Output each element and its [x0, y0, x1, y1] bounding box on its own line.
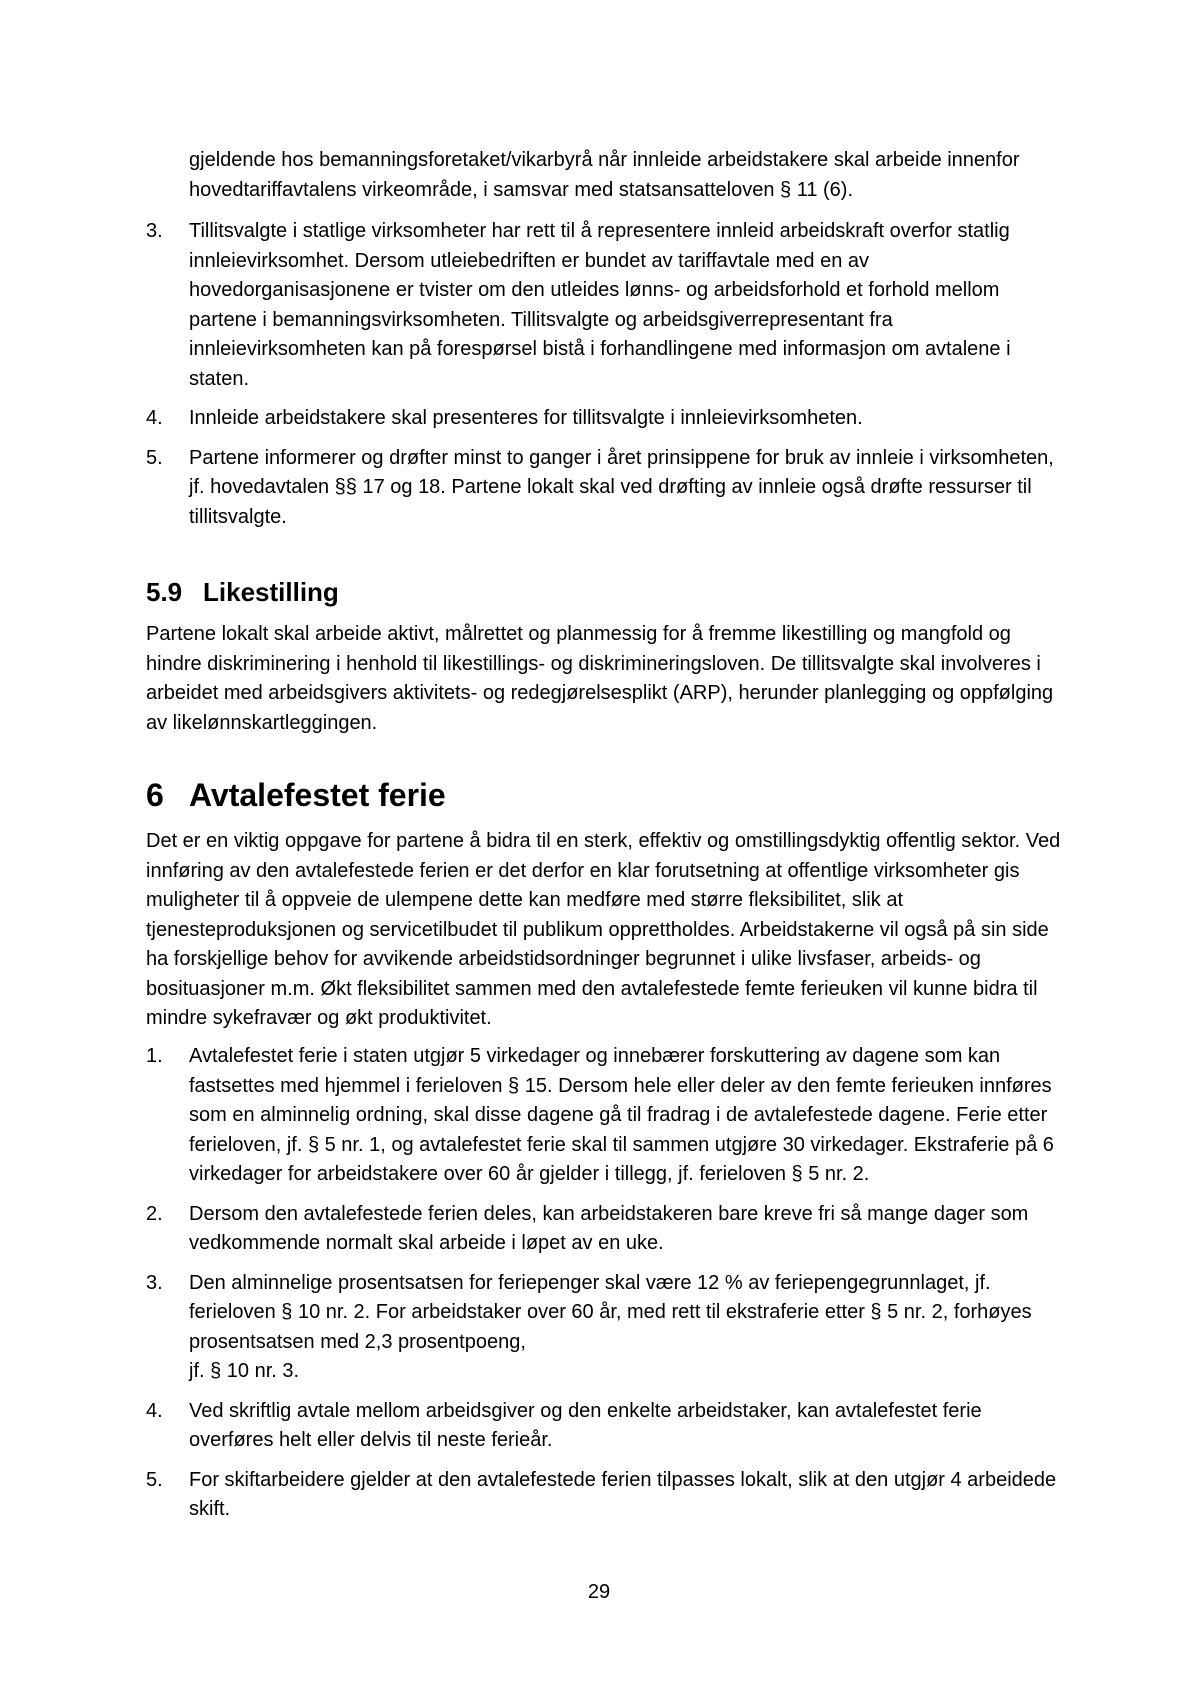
list-text-continued: jf. § 10 nr. 3.	[189, 1360, 300, 1382]
list-number: 3.	[146, 220, 163, 242]
list-item	[146, 217, 1066, 394]
chapter-6-intro: Det er en viktig oppgave for partene å bidra til en sterk, effektiv og omstillingsdyktig offentlig sektor. Ved innføring av den avtalefestede ferien er det derfor en klar forutsetning at offentlige virksomheter gis muligheter til å oppveie de ulempene dette kan medføre med større fleksibilitet, slik at tjenesteproduksjonen og servicetilbudet til publikum opprettholdes. Arbeidstakerne vil også på sin side ha forskjellige behov for avvikende arbeidstidsordninger begrunnet i ulike livsfaser, arbeids- og bosituasjoner m.m. Økt fleksibilitet sammen med den avtalefestede femte ferieuken vil kunne bidra til mindre sykefravær og økt produktivitet.	[146, 830, 1061, 1029]
page-number: 29	[587, 1581, 611, 1603]
list-number: 2.	[146, 1202, 163, 1225]
section-title: Likestilling	[203, 577, 339, 607]
list-text: Ved skriftlig avtale mellom arbeidsgiver og den enkelte arbeidstaker, kan avtalefestet ferie overføres helt eller delvis til neste ferieår.	[189, 1399, 982, 1451]
list-item	[146, 444, 1066, 533]
list-section-58	[146, 217, 1066, 542]
list-text: Tillitsvalgte i statlige virksomheter har rett til å representere innleid arbeidskraft overfor statlig innleievirksomhet. Dersom utleiebedriften er bundet av tariffavtale med en av hovedorganisasjonene er tvister om den utleides lønns- og arbeidsforhold et forhold mellom partene i bemanningsvirksomheten. Tillitsvalgte og arbeidsgiverrepresentant fra innleievirksomheten kan på forespørsel bistå i forhandlingene med informasjon om avtalene i staten.	[189, 220, 1011, 390]
list-number: 5.	[146, 446, 163, 469]
list-number: 5.	[146, 1468, 163, 1491]
list-item	[146, 1200, 1066, 1259]
section-heading-5-9	[146, 576, 339, 608]
list-text: Den alminnelige prosentsatsen for feriepenger skal være 12 % av feriepengegrunnlaget, jf. ferieloven § 10 nr. 2. For arbeidstaker over 60 år, med rett til ekstraferie etter § 5 nr. 2, forhøyes prosentsatsen med 2,3 prosentpoeng,	[189, 1271, 1032, 1353]
list-number: 4.	[146, 1399, 163, 1422]
list-number: 4.	[146, 407, 163, 429]
list-number: 3.	[146, 1271, 163, 1294]
list-item	[146, 404, 1066, 434]
chapter-number: 6	[146, 777, 164, 813]
list-item	[146, 1269, 1066, 1387]
chapter-heading-6	[146, 776, 446, 814]
list-text: Dersom den avtalefestede ferien deles, kan arbeidstakeren bare kreve fri så mange dager som vedkommende normalt skal arbeide i løpet av en uke.	[189, 1202, 1029, 1254]
continuation-paragraph: gjeldende hos bemanningsforetaket/vikarbyrå når innleide arbeidstakere skal arbeide innenfor hovedtariffavtalens virkeområde, i samsvar med statsansatteloven § 11 (6).	[189, 149, 1020, 201]
chapter-title: Avtalefestet ferie	[189, 777, 446, 813]
list-item	[146, 1042, 1066, 1190]
list-item	[146, 1397, 1066, 1456]
list-text: Innleide arbeidstakere skal presenteres for tillitsvalgte i innleievirksomheten.	[189, 407, 863, 429]
list-number: 1.	[146, 1045, 163, 1067]
list-chapter-6	[146, 1042, 1066, 1535]
list-item	[146, 1466, 1066, 1525]
list-text: Partene informerer og drøfter minst to ganger i året prinsippene for bruk av innleie i virksomheten, jf. hovedavtalen §§ 17 og 18. Partene lokalt skal ved drøfting av innleie også drøfte ressurser til tillitsvalgte.	[189, 446, 1054, 528]
section-5-9-body: Partene lokalt skal arbeide aktivt, målrettet og planmessig for å fremme likestilling og mangfold og hindre diskriminering i henhold til likestillings- og diskrimineringsloven. De tillitsvalgte skal involveres i arbeidet med arbeidsgivers aktivitets- og redegjørelsesplikt (ARP), herunder planlegging og oppfølging av likelønnskartleggingen.	[146, 623, 1054, 734]
list-text: Avtalefestet ferie i staten utgjør 5 virkedager og innebærer forskuttering av dagene som kan fastsettes med hjemmel i ferieloven § 15. Dersom hele eller deler av den femte ferieuken innføres som en alminnelig ordning, skal disse dagene gå til fradrag i de avtalefestede dagene. Ferie etter ferieloven, jf. § 5 nr. 1, og avtalefestet ferie skal til sammen utgjøre 30 virkedager. Ekstraferie på 6 virkedager for arbeidstakere over 60 år gjelder i tillegg, jf. ferieloven § 5 nr. 2.	[189, 1045, 1054, 1185]
list-text: For skiftarbeidere gjelder at den avtalefestede ferien tilpasses lokalt, slik at den utgjør 4 arbeidede skift.	[189, 1468, 1057, 1520]
section-number: 5.9	[146, 577, 183, 607]
